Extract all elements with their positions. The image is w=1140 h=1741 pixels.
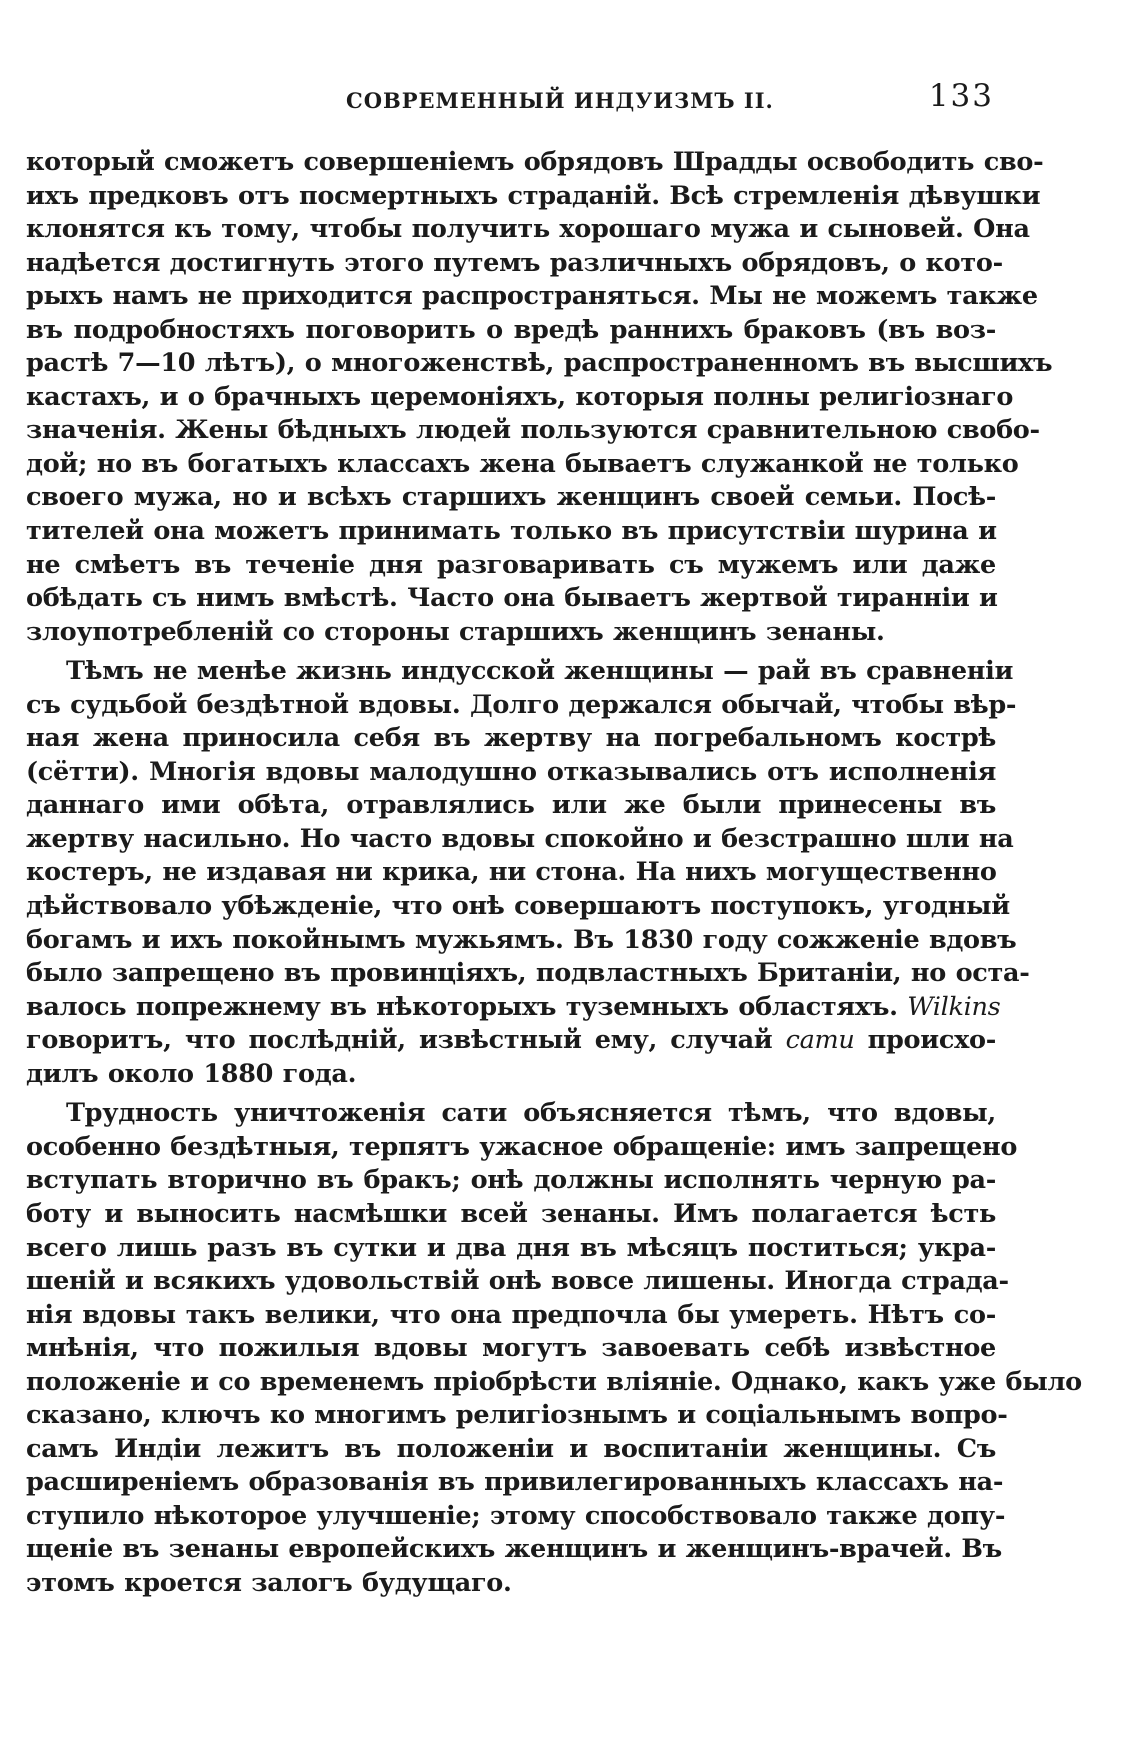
text-line: надѣется достигнуть этого путемъ различныхъ обрядовъ, о кото- bbox=[26, 247, 1003, 278]
text-line: шеній и всякихъ удовольствій онѣ вовсе лишены. Иногда страда- bbox=[26, 1266, 1009, 1297]
text-line: Тѣмъ не менѣе жизнь индусской женщины — рай въ сравненіи bbox=[66, 656, 1014, 687]
text-line: даннаго ими обѣта, отравлялись или же были принесены въ bbox=[26, 790, 996, 821]
text-line: боту и выносить насмѣшки всей зенаны. Имъ полагается ѣсть bbox=[26, 1198, 996, 1229]
running-head bbox=[26, 78, 996, 122]
text-line: положеніе и со временемъ пріобрѣсти вліяніе. Однако, какъ уже было bbox=[26, 1366, 1082, 1397]
text-line: кастахъ, и о брачныхъ церемоніяхъ, которыя полны религіознаго bbox=[26, 381, 1014, 412]
text-line: своего мужа, но и всѣхъ старшихъ женщинъ своей семьи. Посѣ- bbox=[26, 482, 996, 513]
text-line: злоупотребленій со стороны старшихъ женщинъ зенаны. bbox=[26, 616, 885, 647]
text-line: сказано, ключъ ко многимъ религіознымъ и соціальнымъ вопро- bbox=[26, 1400, 1008, 1431]
text-line: щеніе въ зенаны европейскихъ женщинъ и женщинъ-врачей. Въ bbox=[26, 1534, 1002, 1565]
text-line: вступать вторично въ бракъ; онѣ должны исполнять черную ра- bbox=[26, 1165, 996, 1196]
paragraph bbox=[26, 655, 1030, 1091]
text-line: ная жена приносила себя въ жертву на погребальномъ кострѣ bbox=[26, 723, 996, 754]
text-line: который сможетъ совершеніемъ обрядовъ Шрадды освободить сво- bbox=[26, 147, 1044, 177]
text-line: рыхъ намъ не приходится распространяться. Мы не можемъ также bbox=[26, 281, 1038, 312]
text-line: говоритъ, что послѣдній, извѣстный ему, случай сати происхо- bbox=[26, 1025, 996, 1056]
text-line: особенно бездѣтныя, терпятъ ужасное обращеніе: имъ запрещено bbox=[26, 1131, 1018, 1162]
page-number: 133 bbox=[928, 78, 994, 114]
text-line: Трудность уничтоженія сати объясняется тѣмъ, что вдовы, bbox=[66, 1098, 996, 1129]
text-line: расширеніемъ образованія въ привилегированныхъ классахъ на- bbox=[26, 1467, 1004, 1498]
text-line: дилъ около 1880 года. bbox=[26, 1058, 357, 1089]
text-line: дѣйствовало убѣжденіе, что онѣ совершаютъ поступокъ, угодный bbox=[26, 891, 1010, 922]
paragraph bbox=[26, 146, 1053, 649]
text-line: костеръ, не издавая ни крика, ни стона. На нихъ могущественно bbox=[26, 857, 997, 888]
text-line: (сётти). Многія вдовы малодушно отказывались отъ исполненія bbox=[26, 756, 996, 787]
text-line: обѣдать съ нимъ вмѣстѣ. Часто она бываетъ жертвой тиранніи и bbox=[26, 583, 998, 614]
text-line: мнѣнія, что пожилыя вдовы могутъ завоевать себѣ извѣстное bbox=[26, 1333, 996, 1364]
text-line: самъ Индіи лежитъ въ положеніи и воспитаніи женщины. Съ bbox=[26, 1433, 996, 1464]
text-line: жертву насильно. Но часто вдовы спокойно и безстрашно шли на bbox=[26, 823, 1014, 854]
text-line: клонятся къ тому, чтобы получить хорошаго мужа и сыновей. Она bbox=[26, 214, 1030, 245]
text-line: было запрещено въ провинціяхъ, подвластныхъ Британіи, но оста- bbox=[26, 958, 1030, 989]
text-line: ступило нѣкоторое улучшеніе; этому способствовало также допу- bbox=[26, 1500, 1006, 1531]
text-line: всего лишь разъ въ сутки и два дня въ мѣсяцъ поститься; укра- bbox=[26, 1232, 996, 1263]
text-line: съ судьбой бездѣтной вдовы. Долго держался обычай, чтобы вѣр- bbox=[26, 689, 1017, 720]
text-line: значенія. Жены бѣдныхъ людей пользуются сравнительною свобо- bbox=[26, 415, 1040, 446]
text-line: не смѣетъ въ теченіе дня разговаривать съ мужемъ или даже bbox=[26, 549, 996, 580]
paragraph bbox=[26, 1097, 1082, 1600]
body-text bbox=[26, 146, 1082, 1601]
text-line: тителей она можетъ принимать только въ присутствіи шурина и bbox=[26, 516, 997, 547]
text-line: богамъ и ихъ покойнымъ мужьямъ. Въ 1830 году сожженіе вдовъ bbox=[26, 924, 1017, 955]
text-line: валось попрежнему въ нѣкоторыхъ туземныхъ областяхъ. Wilkins bbox=[26, 991, 1001, 1022]
running-title: СОВРЕМЕННЫЙ ИНДУИЗМЪ II. bbox=[346, 88, 774, 113]
text-line: дой; но въ богатыхъ классахъ жена бываетъ служанкой не только bbox=[26, 448, 1019, 479]
text-line: въ подробностяхъ поговорить о вредѣ раннихъ браковъ (въ воз- bbox=[26, 314, 996, 345]
text-line: растѣ 7—10 лѣтъ), о многоженствѣ, распространенномъ въ высшихъ bbox=[26, 348, 1053, 379]
text-line: нія вдовы такъ велики, что она предпочла бы умереть. Нѣтъ со- bbox=[26, 1299, 996, 1330]
text-line: этомъ кроется залогъ будущаго. bbox=[26, 1567, 512, 1598]
text-line: ихъ предковъ отъ посмертныхъ страданій. Всѣ стремленія дѣвушки bbox=[26, 180, 1041, 211]
